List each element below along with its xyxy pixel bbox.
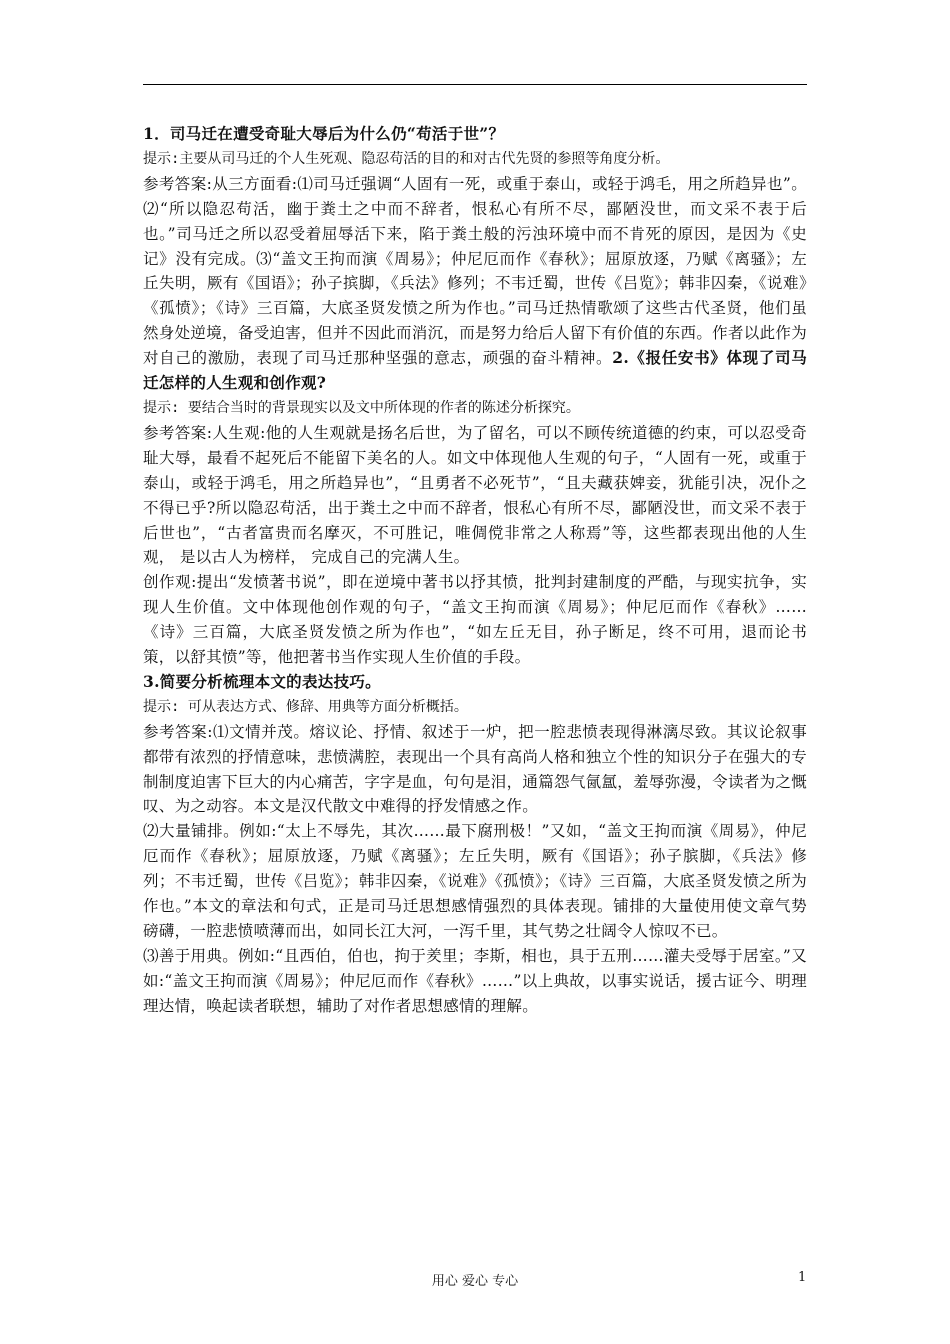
question-1-answer-text: 参考答案:从三方面看:⑴司马迁强调“人固有一死，或重于泰山，或轻于鸿毛，用之所趋异也”。⑵“所以隐忍苟活，幽于粪土之中而不辞者，恨私心有所不尽，鄙陋没世，而文采不表于后也。”司马迁之所以忍受着屈辱活下来，陷于粪土般的污浊环境中而不肯死的原因，是因为《史记》没有完成。⑶“盖文王拘而演《周易》；仲尼厄而作《春秋》；屈原放逐，乃赋《离骚》；左丘失明，厥有《国语》；孙子摈脚，《兵法》修列；不韦迁蜀，世传《吕览》；韩非囚秦，《说难》《孤愤》；《诗》三百篇，大底圣贤发愤之所为作也。”司马迁热情歌颂了这些古代圣贤，他们虽然身处逆境，备受迫害，但并不因此而消沉，而是努力给后人留下有价值的东西。作者以此作为对自己的激励，表现了司马迁那种坚强的意志，顽强的奋斗精神。 [143, 174, 807, 368]
question-1-answer [143, 172, 807, 396]
question-1-title: 1．司马迁在遭受奇耻大辱后为什么仍“苟活于世”？ [143, 124, 505, 143]
question-2-answer-view-of-creation: 创作观:提出“发愤著书说”，即在逆境中著书以抒其愤，批判封建制度的严酷，与现实抗争，实现人生价值。文中体现他创作观的句子，“盖文王拘而演《周易》；仲尼厄而作《春秋》……《诗》三百篇，大底圣贤发愤之所为作也”，“如左丘无目，孙子断足，终不可用，退而论书策，以舒其愤”等，他把著书当作实现人生价值的手段。 [143, 573, 807, 667]
question-3-answer-2: ⑵大量铺排。例如:“太上不辱先，其次……最下腐刑极！”又如，“盖文王拘而演《周易》，仲尼厄而作《春秋》；屈原放逐，乃赋《离骚》；左丘失明，厥有《国语》；孙子膑脚，《兵法》修列；不韦迁蜀，世传《吕览》；韩非囚秦，《说难》《孤愤》；《诗》三百篇，大底圣贤发愤之所为作也。”本文的章法和句式，正是司马迁思想感情强烈的具体表现。铺排的大量使用使文章气势磅礴，一腔悲愤喷薄而出，如同长江大河，一泻千里，其气势之壮阔令人惊叹不已。 [143, 822, 807, 940]
question-1-hint: 提示:主要从司马迁的个人生死观、隐忍苟活的目的和对古代先贤的参照等角度分析。 [143, 150, 670, 167]
question-3-title: 3.简要分析梳理本文的表达技巧。 [143, 671, 381, 691]
document-body [143, 122, 807, 1019]
question-3-answer-3: ⑶善于用典。例如:“且西伯，伯也，拘于羑里；李斯，相也，具于五刑……灌夫受辱于居室。”又如:“盖文王拘而演《周易》；仲尼厄而作《春秋》……”以上典故，以事实说话，援古证今、明理理达情，唤起读者联想，辅助了对作者思想感情的理解。 [143, 946, 807, 1015]
question-3-hint: 提示: 可从表达方式、修辞、用典等方面分析概括。 [143, 698, 468, 715]
page-number: 1 [798, 1270, 807, 1285]
question-3-answer-1: 参考答案:⑴文情并茂。熔议论、抒情、叙述于一炉，把一腔悲愤表现得淋漓尽致。其议论叙事都带有浓烈的抒情意味，悲愤满腔，表现出一个具有高尚人格和独立个性的知识分子在强大的专制制度迫害下巨大的内心痛苦，字字是血，句句是泪，通篇怨气氤氲，羞辱弥漫，令读者为之慨叹、为之动容。本文是汉代散文中难得的抒发情感之作。 [143, 722, 807, 816]
question-2-hint: 提示: 要结合当时的背景现实以及文中所体现的作者的陈述分析探究。 [143, 399, 580, 416]
question-2-title: 2.《报任安书》体现了司马迁怎样的人生观和创作观? [143, 348, 807, 393]
question-2-answer-view-of-life: 参考答案:人生观:他的人生观就是扬名后世，为了留名，可以不顾传统道德的约束，可以忍受奇耻大辱，最看不起死后不能留下美名的人。如文中体现他人生观的句子，“人固有一死，或重于泰山，或轻于鸿毛，用之所趋异也”，“且勇者不必死节”，“且夫藏获婢妾，犹能引决，况仆之不得已乎?所以隐忍苟活，出于粪土之中而不辞者，恨私心有所不尽，鄙陋没世，而文采不表于后世也”，“古者富贵而名摩灭，不可胜记，唯倜傥非常之人称焉”等，这些都表现出他的人生观， 是以古人为榜样， 完成自己的完满人生。 [143, 423, 807, 567]
footer-slogan: 用心 爱心 专心 [431, 1274, 519, 1289]
header-rule [143, 84, 807, 85]
